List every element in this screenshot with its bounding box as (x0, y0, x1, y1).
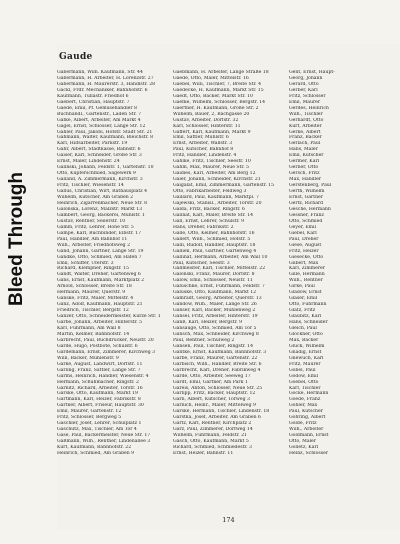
directory-entry: Gardemann, Ernst, Zimmerer, Kirchweg 3 (57, 349, 156, 355)
directory-entry: Willi, Bäcker, Mühlenstr. 9 (57, 355, 119, 361)
directory-entry: Garke, August, Landwirt, Dorfstr. 11 (57, 361, 143, 367)
directory-entry: Kaufmann, Tullastr. Friedhof 6 (57, 93, 129, 99)
directory-entry: Gans, Ernst, Kaufmann, Marktplatz 2 (57, 278, 145, 284)
directory-entry: Gaede, Emil, Pf. Gemüsehändler 8 (57, 105, 137, 111)
directory-entry: Fritz, Schlosser, Bergweg 5 (57, 415, 122, 421)
directory-entry: Giebel, Karl (289, 230, 317, 236)
directory-entry: Wilhelm, Fuhrmann, Feldstr. 21 (173, 433, 247, 439)
directory-entry: Gerdes, Heinrich (289, 105, 329, 111)
directory-entry: Gabermann, H. Maurerstr. 3, Handlstr. 28 (57, 81, 156, 87)
directory-entry: Friedrich, Tischler, Bergstr. 12 (57, 308, 129, 314)
directory-entry: Hermann, Maurer, Querstr. 9 (57, 290, 126, 296)
directory-entry: Galinski, Johann, Feldstr. 1, Gartenstr. 10 (57, 165, 154, 171)
directory-entry: Garbisch, Wilh., Händler, Breite Str. 6 (173, 361, 262, 367)
directory-entry: Hans, Schneider (289, 320, 328, 326)
directory-entry: Gahlke, Fritz, Tischler, Seestr. 10 (173, 159, 251, 165)
directory-entry: Galuschke, Ernst, Fuhrmann, Feldstr. 7 (173, 284, 265, 290)
directory-entry: Gaschütz, Max, Tischler, Am Tor 4 (57, 427, 137, 433)
directory-entry: Garske, Hermann, Tischler, Lindenstr. 18 (173, 409, 270, 415)
directory-entry: Gustav, Rentner, Seilerstr. 10 (57, 218, 126, 224)
directory-entry: Fritz, Schlosser (289, 93, 326, 99)
directory-entry: Gaedt, Otto, Bäcker, Markt Str. 10 (173, 93, 253, 99)
directory-entry: Fritz, Heizer (289, 248, 319, 254)
directory-entry: Emil, Schiffer, Uferstr. 3 (57, 260, 114, 266)
bleed-through-tab (0, 160, 34, 318)
directory-entry: Georg, Johann (289, 75, 323, 81)
directory-entry: Wilh., Rentner (289, 278, 323, 284)
directory-entry: Goede, Franz (289, 397, 321, 403)
directory-entry: Karl, Fuhrmann, Am Wall 8 (57, 325, 121, 331)
directory-entry: Gaefke, Wilhelm, Schlosser, Bergstr. 14 (173, 99, 266, 105)
directory-entry: Garz, Paul, Zimmerer, Dorfweg 14 (173, 427, 253, 433)
directory-entry: Otto, Fabrikarbeiter, Feldweg 3 (173, 189, 247, 195)
directory-entry: Gajewski, Stanisl., Arbeiter, Torstr. 20 (173, 200, 262, 206)
directory-entry: Hermann, Schuhmacher, Ringstr. 2 (57, 379, 139, 385)
directory-entry: Gandow, Wilh., Maler, Lange Str. 26 (173, 302, 257, 308)
directory-entry: Gärtner, Albert, Friseur, Hauptstr. 30 (57, 403, 144, 409)
directory-entry: Garbe, Johann, Arbeiter, Hinterstr. 5 (57, 320, 143, 326)
directory-entry: Gansauge, Otto, Schmied, Am Tor 5 (173, 325, 257, 331)
directory-entry: Gerth, Wilhelm (289, 189, 325, 195)
directory-entry: Gaebmann, H. Arbeiter, Lange Straße 18 (173, 70, 269, 75)
directory-entry: Garde, Hugo, Postbote, Schulstr. 6 (57, 343, 138, 349)
directory-entry: Ernst, Arbeiter, Wallstr. 3 (173, 141, 233, 147)
directory-entry: Paul, Kutscher, Seestr. 3 (173, 260, 230, 266)
directory-entry: Heinrich, Schmied, Am Graben 9 (57, 451, 135, 456)
directory-entry: Gerber, Karl (289, 87, 318, 93)
directory-entry: Gantke, Ernst, Kaufmann, Bahnhofstr. 3 (173, 349, 267, 355)
directory-entry: Wilhelm, Bauer, 2, Bachgasse 20 (173, 111, 250, 117)
directory-entry: Ganz, Adolf, Kaufmann, Hauptstr. 21 (57, 302, 143, 308)
directory-entry: Gardt, Emil, Gärtner, Am Park 1 (173, 379, 248, 385)
directory-entry: Golde, Fritz (289, 421, 317, 427)
directory-entry: Otto, Fuhrmann (289, 302, 327, 308)
directory-entry: Geyer, Emil (289, 224, 316, 230)
directory-entry: Kurt, Kaufmann, Bahnhofstr. 22 (57, 445, 132, 451)
directory-entry: Gertz, Richard (289, 200, 324, 206)
directory-entry: Galland, A. Zimmermann, Kirchstr. 3 (57, 177, 143, 183)
directory-entry: Göhring, Albert (289, 415, 326, 421)
directory-entry: Gartmann, Karl, Heizer, Fabrikstr. 8 (57, 397, 141, 403)
directory-entry: Heinrich, Zigarrenmacher, Neue Str. 8 (57, 200, 148, 206)
directory-entry: Otto, Kupferschmied, Sägewerk 9 (57, 171, 136, 177)
directory-entry: Gahmann, Walter, Kaufmann, Bleichstr. 8 (57, 135, 154, 141)
directory-entry: Garnich, Heinr., Maler, Mittelweg 9 (173, 403, 256, 409)
directory-entry: Wilh., Arbeiter, Friedhofsweg 2 (57, 242, 131, 248)
directory-entry: Fritz, Tischler, Wiesenstr. 14 (57, 183, 124, 189)
directory-entry: Gerlach, Paul (289, 141, 321, 147)
directory-entry: Gerke, Albert (289, 129, 321, 135)
directory-entry: Ganzer, Otto, Schneidermeister, Kurze Str. 1 (57, 314, 161, 320)
page-number: 174 (222, 516, 235, 524)
directory-entry: Emil, Maurer (289, 99, 321, 105)
directory-entry: Glück, Wilhelm (289, 343, 325, 349)
directory-entry: Gaffert, Karl, Kaufmann, Markt 9 (173, 129, 251, 135)
directory-entry: Wilh., Tischler (289, 111, 323, 117)
directory-entry: Gesche, Hermann (289, 206, 331, 212)
directory-entry: Galonski, Franz, Maurer, Dorfstr. 8 (173, 272, 255, 278)
directory-entry: Göcke, Hermann (289, 391, 329, 397)
directory-page (57, 44, 400, 530)
directory-entry: Paul, Rentner, Schulweg 2 (173, 337, 235, 343)
directory-entry: Gille, Hermann (289, 272, 325, 278)
directory-entry: Göhler, Max (289, 403, 318, 409)
directory-entry: Gaedecke, H. Kaufmann, Markt Str. 15 (173, 87, 264, 93)
directory-entry: Glaser, Emil (289, 296, 318, 302)
directory-entry: Giesecke, Otto (289, 254, 324, 260)
directory-entry: Gagel, Ernst, Schlosser, Lange Str. 12 (57, 123, 146, 129)
directory-entry: Emil, Kutscher (289, 153, 324, 159)
directory-entry: Gallinat, Hermann, Arbeiter, Am Wall 10 (173, 254, 268, 260)
directory-entry: Gaiser, Karl, Schneider, Große Str. 3 (57, 153, 142, 159)
directory-entry: Glöckner, Otto (289, 331, 323, 337)
directory-entry: Galle, Otto, Kellner, Bahnhofstr. 16 (173, 230, 255, 236)
directory-entry: Goebel, Otto (289, 379, 319, 385)
directory-entry: Garbe, Franz, Maurer, Gartenstr. 22 (173, 355, 258, 361)
directory-entry: Paul, Kutscher, Bahnhof 8 (173, 147, 234, 153)
directory-entry: Galuske, Otto, Kaufmann, Markt 12 (173, 290, 257, 296)
directory-entry: Gansel, Fritz, Arbeiter, Hinterstr. 19 (173, 314, 258, 320)
directory-entry: Gerner, Otto (289, 165, 319, 171)
directory-entry: Gent, Ernst, Haupt- (289, 70, 335, 75)
directory-entry: Gaillard, Paul, Kaufmann, Marktpl. 7 (173, 195, 259, 201)
directory-entry: Gessner, Franz (289, 212, 324, 218)
directory-entry: Garde, Otto, Arbeiter, Seeweg 17 (173, 373, 251, 379)
directory-entry: Karl, Schlosser, Hinterstr. 11 (173, 123, 241, 129)
directory-entry: Gartz, Karl, Rentner, Kirchplatz 2 (173, 421, 252, 427)
directory-entry: Gase, Paul, Bäckermeister, Neue Str. 17 (57, 433, 151, 439)
directory-entry: Buchhandl., Gartenstr., Laden Str. 7 (57, 111, 142, 117)
directory-entry: Gabermann, Wilh. Kaufmann, Str. 44 (57, 70, 143, 75)
directory-entry: Gaschler, Josef, Lehrer, Schulplatz 1 (57, 421, 142, 427)
directory-entry: Gahm, Max, Maurer, Neue Str. 5 (173, 165, 249, 171)
directory-entry: Paul, Händler, Am Bahnhof 11 (57, 236, 128, 242)
directory-entry: Karl, Zimmerer (289, 266, 325, 272)
directory-entry: Gahr, Albert, Stadtkasse, Bahnstr. 6 (57, 147, 141, 153)
directory-entry: Gaede, Otto, Maler, Mittelstr. 16 (173, 75, 249, 81)
directory-entry: Gerhardt, Otto (289, 117, 324, 123)
directory-entry: Fritz, Maurer (289, 361, 321, 367)
directory-entry: Gareis, Anton, Schlosser, Neue Str. 25 (173, 385, 263, 391)
directory-entry: Garling, Franz, Sattler, Lange Str. 7 (57, 367, 141, 373)
directory-entry: Paul, Dreher (289, 236, 319, 242)
directory-entry: Gamradt, Georg, Arbeiter, Querstr. 13 (173, 296, 262, 302)
directory-entry: Galinat, Karl, Maler, Breite Str. 14 (173, 212, 254, 218)
directory-entry: Gaertner, H. Kaufmann, Große Str. 2 (173, 105, 259, 111)
directory-entry: Galow, Emil, Schlosser, Neustr. 11 (173, 278, 253, 284)
directory-entry: Emil, Maurer, Gartenstr. 12 (57, 409, 122, 415)
directory-entry: Hans, Dreher, Fabrikstr. 2 (173, 224, 234, 230)
directory-entry: Gladow, Ernst (289, 290, 322, 296)
directory-entry: Gaidies, Karl, Arbeiter, Am Berg 12 (173, 171, 256, 177)
directory-entry: Franz, Bäcker (289, 135, 322, 141)
directory-entry: Garbrecht, Karl, Dreher, Fabrikweg 4 (173, 367, 261, 373)
directory-entry: Galli, Rudolf, Händler, Hauptstr. 18 (173, 242, 256, 248)
directory-entry: Gnädig, Ernst (289, 349, 322, 355)
directory-entry: Fritz, Händler, Lindenstr. 4 (173, 153, 237, 159)
directory-entry: Karl, Tischler (289, 385, 321, 391)
directory-entry: Galonska, Lorenz, Malzstr. Markt 13 (57, 206, 143, 212)
directory-entry: Garstka, Josef, Arbeiter, Am Graben 6 (173, 415, 261, 421)
directory-entry: Gleich, Paul (289, 325, 317, 331)
directory-entry: Otto, Maler (289, 439, 316, 445)
directory-entry: Gandke, Otto, Schmied, Am Hafen 7 (57, 254, 142, 260)
directory-entry: Ganske, Fritz, Maler, Mittelstr. 4 (57, 296, 134, 302)
directory-entry: Gäfke, Albert, Arbeiter, Am Markt 4 (57, 117, 141, 123)
directory-entry: Gallus, Christian, Wirt, Rathausplatz 4 (57, 189, 148, 195)
directory-entry: Gnewuch, Karl (289, 355, 324, 361)
directory-entry: Gallert, Wilh., Schmied, Hofstr. 5 (173, 236, 251, 242)
directory-entry: Max, Händler (289, 177, 321, 183)
directory-entry: Ernst, Gärtner (289, 195, 323, 201)
directory-entry: Martin, Kellner, Bahnhofstr. 14 (57, 331, 130, 337)
directory-entry: Gaier, Johann, Schneider, Kirchstr. 21 (173, 177, 261, 183)
directory-entry: Gilbert, Max (289, 260, 319, 266)
directory-entry: Gall, Ernst, Lehrer, Schulstr. 9 (173, 218, 244, 224)
directory-entry: Gerard, Otto (289, 81, 319, 87)
column-1 (57, 70, 169, 504)
directory-entry: Girke, Paul (289, 284, 315, 290)
directory-entry: Paul, Kutscher (289, 409, 323, 415)
directory-entry: Hans, Maler (289, 147, 318, 153)
bleed-through-label: Bleed Through (6, 171, 27, 307)
directory-entry: Gersch, Fritz (289, 171, 320, 177)
directory-entry: Gahler, Paul, Jakobi, Hofstr. Stadt Str. 21 (57, 129, 153, 135)
directory-entry: Ganser, Karl, Bäcker, Mühlenweg 2 (173, 308, 256, 314)
directory-entry: Godow, Emil (289, 373, 319, 379)
directory-entry: Gasch, Otto, Kaufmann, Markt 5 (173, 439, 249, 445)
directory-entry: Gamm, Fritz, Lehrer, Hohe Str. 5 (57, 224, 134, 230)
directory-entry: Ganß, Karl, Heizer, Bergstr. 9 (173, 320, 243, 326)
directory-entry: Richard, Klempner, Ringstr. 15 (57, 266, 129, 272)
directory-entry: Germer, Karl (289, 159, 320, 165)
directory-entry: Ernst, Heizer, Bahnstr. 11 (173, 451, 234, 456)
directory-entry: Goldmann, Ernst (289, 433, 329, 439)
directory-entry: Gand, Johann, Gärtner, Lange Str. 19 (57, 248, 144, 254)
directory-entry: Gackl, Frdr. Mechaniker, Bahnhofstr. 6 (57, 87, 148, 93)
directory-entry: Wilh., Arbeiter (289, 427, 324, 433)
directory-entry: Göbel, Paul (289, 367, 316, 373)
directory-entry: Heinz, Schlosser (289, 451, 329, 456)
directory-entry: Galda, Fritz, Bäcker, Ringstr. 6 (173, 206, 245, 212)
directory-entry: Gansen, Paul, Tischler, Ringstr. 14 (173, 343, 254, 349)
directory-entry: Ernst, Maler, Lindenstr. 24 (57, 159, 120, 165)
directory-entry: Karl, Hilfsarbeiter, Parkstr. 19 (57, 141, 128, 147)
directory-entry: Otto, Schmied (289, 218, 323, 224)
directory-entry: Gambert, Georg, Bäckerei, Mühlstr. 1 (57, 212, 145, 218)
column-2 (173, 70, 285, 504)
directory-entry: Gabermann, H. Arbeiter, H. Lorenzstr. 27 (57, 75, 154, 81)
directory-entry: Gandt, Walter, Dreher, Gartenweg 6 (57, 272, 141, 278)
directory-entry: Giese, August (289, 242, 322, 248)
column-3 (289, 70, 399, 504)
directory-entry: Kurt, Arbeiter (289, 123, 322, 129)
directory-entry: Gallmeister, Karl, Tischler, Mittelstr. 22 (173, 266, 266, 272)
directory-entry: Garske, Otto, Kaufmann, Markt 19 (57, 391, 138, 397)
directory-entry: Gaigalat, Emil, Zimmermann, Gartenstr. 15 (173, 183, 275, 189)
columns (57, 70, 400, 504)
directory-entry: Gaßmann, Wilh., Rentner, Lindenallee 3 (57, 439, 151, 445)
directory-entry: Gampe, Karl, Buchbinder, Elbstr. 17 (57, 230, 142, 236)
directory-entry: Garnitz, Richard, Arbeiter, Torstr. 16 (57, 385, 143, 391)
directory-entry: Golletz, Karl (289, 445, 319, 451)
directory-entry: Gansch, Max, Schneider, Kirchweg 8 (173, 331, 259, 337)
directory-entry: Wilhelm, Kutscher, Am Graben 2 (57, 195, 134, 201)
directory-entry: Gustav, Arbeiter, Dorfstr. 32 (173, 117, 239, 123)
page-header: Gaude (59, 52, 93, 62)
directory-entry: Garms, Heinrich, Händler, Wiesenstr. 4 (57, 373, 149, 379)
directory-entry: Gaebert, Christian, Hauptstr. 7 (57, 99, 130, 105)
directory-entry: Gallien, Paul, Gärtner, Gartenweg 4 (173, 248, 257, 254)
directory-entry: Max, Bäcker (289, 337, 319, 343)
directory-entry: Richard, Schmied, Schmiedestr. 3 (173, 445, 252, 451)
directory-entry: Garlipp, Fritz, Bäcker, Hauptstr. 12 (173, 391, 256, 397)
directory-entry: Glaubitz, Karl (289, 314, 322, 320)
directory-entry: Gaebel, Willi, Tischler, 7, Breite Str. 4 (173, 81, 261, 87)
directory-entry: Arnold, Schlosser, Breite Str. 18 (57, 284, 132, 290)
directory-entry: Garn, Albert, Kutscher, Torweg 3 (173, 397, 250, 403)
directory-entry: Garbrecht, Paul, Buchdrucker, Neustr. 20 (57, 337, 154, 343)
directory-entry: Gerstenberg, Paul (289, 183, 332, 189)
directory-entry: Emil, Sattler, Mühlstr. 6 (173, 135, 229, 141)
directory-entry: Glatz, Fritz (289, 308, 316, 314)
